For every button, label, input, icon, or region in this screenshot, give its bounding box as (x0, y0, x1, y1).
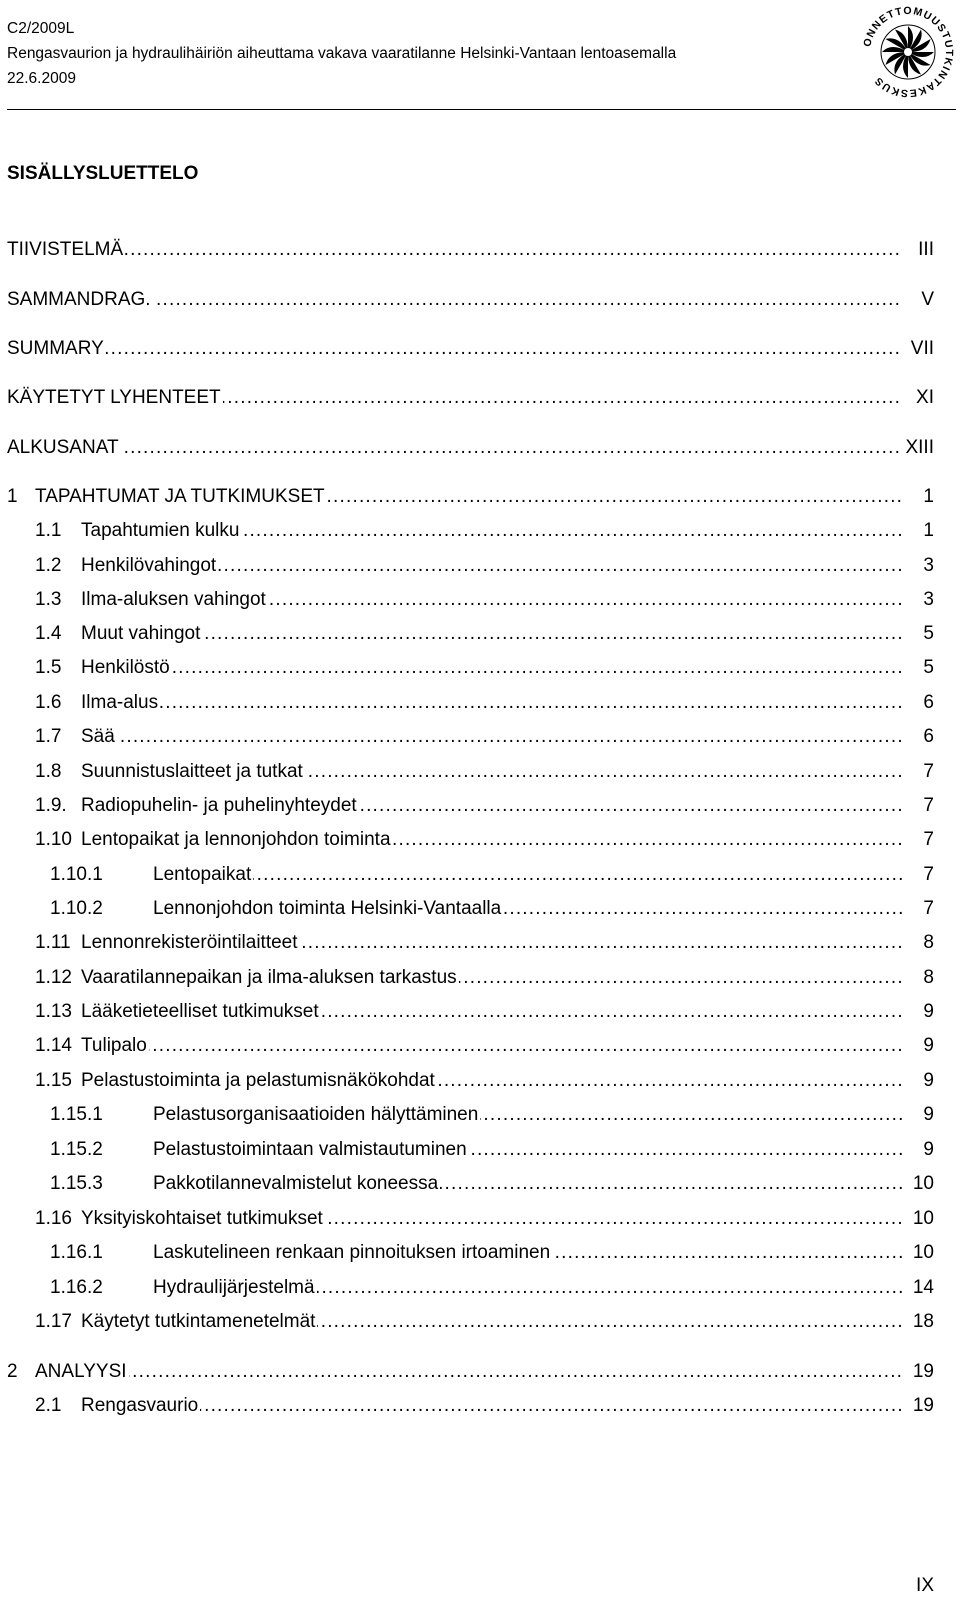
toc-leader (7, 384, 902, 412)
toc-entry[interactable] (0, 1274, 960, 1302)
toc-entry-label: Lentopaikat (153, 864, 252, 885)
toc-entry-number: 1.7 (35, 726, 62, 747)
toc-leader (153, 1274, 902, 1302)
toc-entry-label: Laskutelineen renkaan pinnoituksen irtoaminen (153, 1242, 551, 1263)
toc-entry-number: 1.10.2 (50, 898, 103, 919)
toc-entry-page: 10 (911, 1205, 934, 1233)
toc-entry-label: Lääketieteelliset tutkimukset (81, 1001, 319, 1022)
toc-leader (81, 929, 902, 957)
toc-entry-label: Hydraulijärjestelmä (153, 1277, 315, 1298)
toc-entry-label: Pelastusorganisaatioiden hälyttäminen (153, 1104, 479, 1125)
toc-leader (81, 1032, 902, 1060)
toc-entry-page: 7 (921, 792, 934, 820)
toc-entry-page: 5 (921, 654, 934, 682)
toc-entry-label: Muut vahingot (81, 623, 201, 644)
toc-entry[interactable] (0, 1205, 960, 1233)
toc-entry[interactable] (0, 1239, 960, 1267)
toc-entry-number: 1.8 (35, 761, 62, 782)
toc-leader (81, 586, 902, 614)
toc-entry-page: XIII (903, 434, 934, 462)
toc-leader (35, 483, 902, 511)
toc-entry-number: 1.3 (35, 589, 62, 610)
page-number: IX (916, 1575, 934, 1596)
toc-entry-label: Suunnistuslaitteet ja tutkat (81, 761, 303, 782)
toc-leader (7, 236, 902, 264)
toc-entry[interactable] (0, 792, 960, 820)
toc-entry-page: 19 (911, 1358, 934, 1386)
toc-entry-label: SUMMARY (7, 338, 104, 359)
toc-entry-label: Tulipalo (81, 1035, 147, 1056)
toc-leader (7, 434, 902, 462)
toc-entry[interactable] (0, 1358, 960, 1386)
toc-entry[interactable] (0, 895, 960, 923)
toc-leader (7, 335, 902, 363)
toc-entry-page: 3 (921, 586, 934, 614)
toc-entry-number: 1.1 (35, 520, 62, 541)
toc-entry[interactable] (0, 1170, 960, 1198)
toc-entry-page: 5 (921, 620, 934, 648)
toc-leader (81, 620, 902, 648)
toc-entry[interactable] (0, 286, 960, 314)
toc-entry[interactable] (0, 552, 960, 580)
toc-leader (81, 552, 902, 580)
toc-entry-page: 18 (911, 1308, 934, 1336)
toc-title: SISÄLLYSLUETTELO (7, 163, 199, 184)
toc-entry-label: KÄYTETYT LYHENTEET (7, 387, 221, 408)
toc-entry-label: Ilma-aluksen vahingot (81, 589, 266, 610)
toc-entry-label: ANALYYSI (35, 1361, 127, 1382)
toc-entry-page: 7 (921, 758, 934, 786)
toc-entry-number: 1.15 (35, 1070, 72, 1091)
toc-entry-page: 8 (921, 929, 934, 957)
toc-entry[interactable] (0, 1032, 960, 1060)
toc-entry-number: 1 (7, 486, 18, 507)
toc-entry-page: 7 (921, 861, 934, 889)
toc-entry-page: 10 (911, 1239, 934, 1267)
toc-entry-page: 10 (911, 1170, 934, 1198)
toc-entry-number: 1.15.1 (50, 1104, 103, 1125)
toc-entry-label: Sää (81, 726, 115, 747)
toc-leader (81, 1392, 902, 1420)
toc-entry-label: Radiopuhelin- ja puhelinyhteydet (81, 795, 357, 816)
toc-entry[interactable] (0, 1067, 960, 1095)
toc-entry-number: 1.12 (35, 967, 72, 988)
toc-entry-number: 1.15.2 (50, 1139, 103, 1160)
toc-entry[interactable] (0, 483, 960, 511)
toc-leader (153, 1170, 902, 1198)
toc-entry-page: 9 (921, 1101, 934, 1129)
toc-entry-number: 1.4 (35, 623, 62, 644)
header-divider (7, 109, 956, 110)
toc-entry-label: SAMMANDRAG. (7, 289, 151, 310)
toc-entry[interactable] (0, 826, 960, 854)
toc-entry-label: Henkilöstö (81, 657, 170, 678)
toc-entry-page: 9 (921, 1136, 934, 1164)
toc-entry-label: TAPAHTUMAT JA TUTKIMUKSET (35, 486, 325, 507)
toc-leader (81, 964, 902, 992)
toc-leader (81, 654, 902, 682)
toc-entry[interactable] (0, 654, 960, 682)
toc-entry-page: 1 (921, 483, 934, 511)
toc-leader (81, 758, 902, 786)
toc-entry-page: 1 (921, 517, 934, 545)
toc-entry-label: Käytetyt tutkintamenetelmät (81, 1311, 316, 1332)
toc-entry[interactable] (0, 723, 960, 751)
toc-entry-page: 6 (921, 723, 934, 751)
toc-entry[interactable] (0, 689, 960, 717)
toc-entry-number: 1.16 (35, 1208, 72, 1229)
toc-entry-label: TIIVISTELMÄ (7, 239, 124, 260)
toc-leader (81, 826, 902, 854)
toc-entry-number: 2 (7, 1361, 18, 1382)
toc-entry-label: Yksityiskohtaiset tutkimukset (81, 1208, 323, 1229)
toc-entry-page: 14 (911, 1274, 934, 1302)
toc-entry-page: 6 (921, 689, 934, 717)
seal-text: ONNETTOMUUSTUTKINTAKESKUS (861, 4, 956, 100)
report-code: C2/2009L (7, 20, 75, 37)
toc-entry-number: 1.10.1 (50, 864, 103, 885)
toc-entry-page: 9 (921, 998, 934, 1026)
toc-entry-number: 1.17 (35, 1311, 72, 1332)
toc-entry[interactable] (0, 384, 960, 412)
toc-entry-number: 1.16.2 (50, 1277, 103, 1298)
toc-entry[interactable] (0, 1136, 960, 1164)
toc-entry-page: 8 (921, 964, 934, 992)
document-header (7, 16, 867, 91)
toc-entry-number: 1.13 (35, 1001, 72, 1022)
toc-entry-label: Rengasvaurio (81, 1395, 199, 1416)
toc-entry-number: 1.6 (35, 692, 62, 713)
toc-entry-number: 1.2 (35, 555, 62, 576)
toc-entry-number: 1.10 (35, 829, 72, 850)
toc-leader (153, 1239, 902, 1267)
toc-entry[interactable] (0, 620, 960, 648)
toc-leader (153, 1101, 902, 1129)
toc-leader (81, 517, 902, 545)
toc-entry-page: 3 (921, 552, 934, 580)
toc-entry-label: Lennonjohdon toiminta Helsinki-Vantaalla (153, 898, 502, 919)
toc-entry[interactable] (0, 929, 960, 957)
toc-entry[interactable] (0, 335, 960, 363)
toc-leader (81, 1205, 902, 1233)
toc-entry[interactable] (0, 1101, 960, 1129)
toc-entry-page: 9 (921, 1032, 934, 1060)
toc-leader (35, 1358, 902, 1386)
toc-entry-number: 1.16.1 (50, 1242, 103, 1263)
toc-leader (153, 895, 902, 923)
toc-entry[interactable] (0, 586, 960, 614)
toc-entry[interactable] (0, 1308, 960, 1336)
toc-entry[interactable] (0, 236, 960, 264)
toc-entry[interactable] (0, 434, 960, 462)
report-date: 22.6.2009 (7, 70, 76, 87)
toc-leader (81, 792, 902, 820)
toc-entry[interactable] (0, 1392, 960, 1420)
toc-entry-page: VII (909, 335, 934, 363)
toc-entry-label: Pelastustoimintaan valmistautuminen (153, 1139, 467, 1160)
toc-entry-number: 1.9. (35, 795, 67, 816)
toc-entry-label: Vaaratilannepaikan ja ilma-aluksen tarkastus (81, 967, 457, 988)
report-title: Rengasvaurion ja hydraulihäiriön aiheuttama vakava vaaratilanne Helsinki-Vantaan lentoasemalla (7, 45, 677, 62)
toc-entry-page: III (916, 236, 934, 264)
toc-entry-number: 1.15.3 (50, 1173, 103, 1194)
toc-leader (153, 1136, 902, 1164)
toc-entry-page: V (919, 286, 934, 314)
toc-entry-number: 1.5 (35, 657, 62, 678)
toc-leader (81, 1308, 902, 1336)
toc-entry-label: Pakkotilannevalmistelut koneessa (153, 1173, 439, 1194)
toc-leader (7, 286, 902, 314)
toc-leader (81, 1067, 902, 1095)
toc-entry-label: Lentopaikat ja lennonjohdon toiminta (81, 829, 391, 850)
toc-entry-label: Henkilövahingot (81, 555, 217, 576)
toc-entry[interactable] (0, 517, 960, 545)
toc-leader (81, 998, 902, 1026)
toc-entry-label: Pelastustoiminta ja pelastumisnäkökohdat (81, 1070, 435, 1091)
toc-entry-label: Tapahtumien kulku (81, 520, 240, 541)
toc-leader (153, 861, 902, 889)
toc-leader (81, 689, 902, 717)
toc-entry-page: 7 (921, 826, 934, 854)
toc-entry-number: 1.11 (35, 932, 71, 953)
toc-entry-page: 9 (921, 1067, 934, 1095)
toc-entry[interactable] (0, 861, 960, 889)
toc-entry-page: 19 (911, 1392, 934, 1420)
toc-entry-number: 2.1 (35, 1395, 62, 1416)
toc-entry-page: XI (914, 384, 934, 412)
toc-entry-label: Ilma-alus (81, 692, 159, 713)
toc-entry-label: ALKUSANAT (7, 437, 119, 458)
toc-entry[interactable] (0, 998, 960, 1026)
toc-entry[interactable] (0, 758, 960, 786)
toc-entry[interactable] (0, 964, 960, 992)
onnettomuustutkintakeskus-seal-icon (858, 2, 958, 102)
toc-entry-page: 7 (921, 895, 934, 923)
toc-entry-label: Lennonrekisteröintilaitteet (81, 932, 298, 953)
toc-leader (81, 723, 902, 751)
toc-entry-number: 1.14 (35, 1035, 72, 1056)
